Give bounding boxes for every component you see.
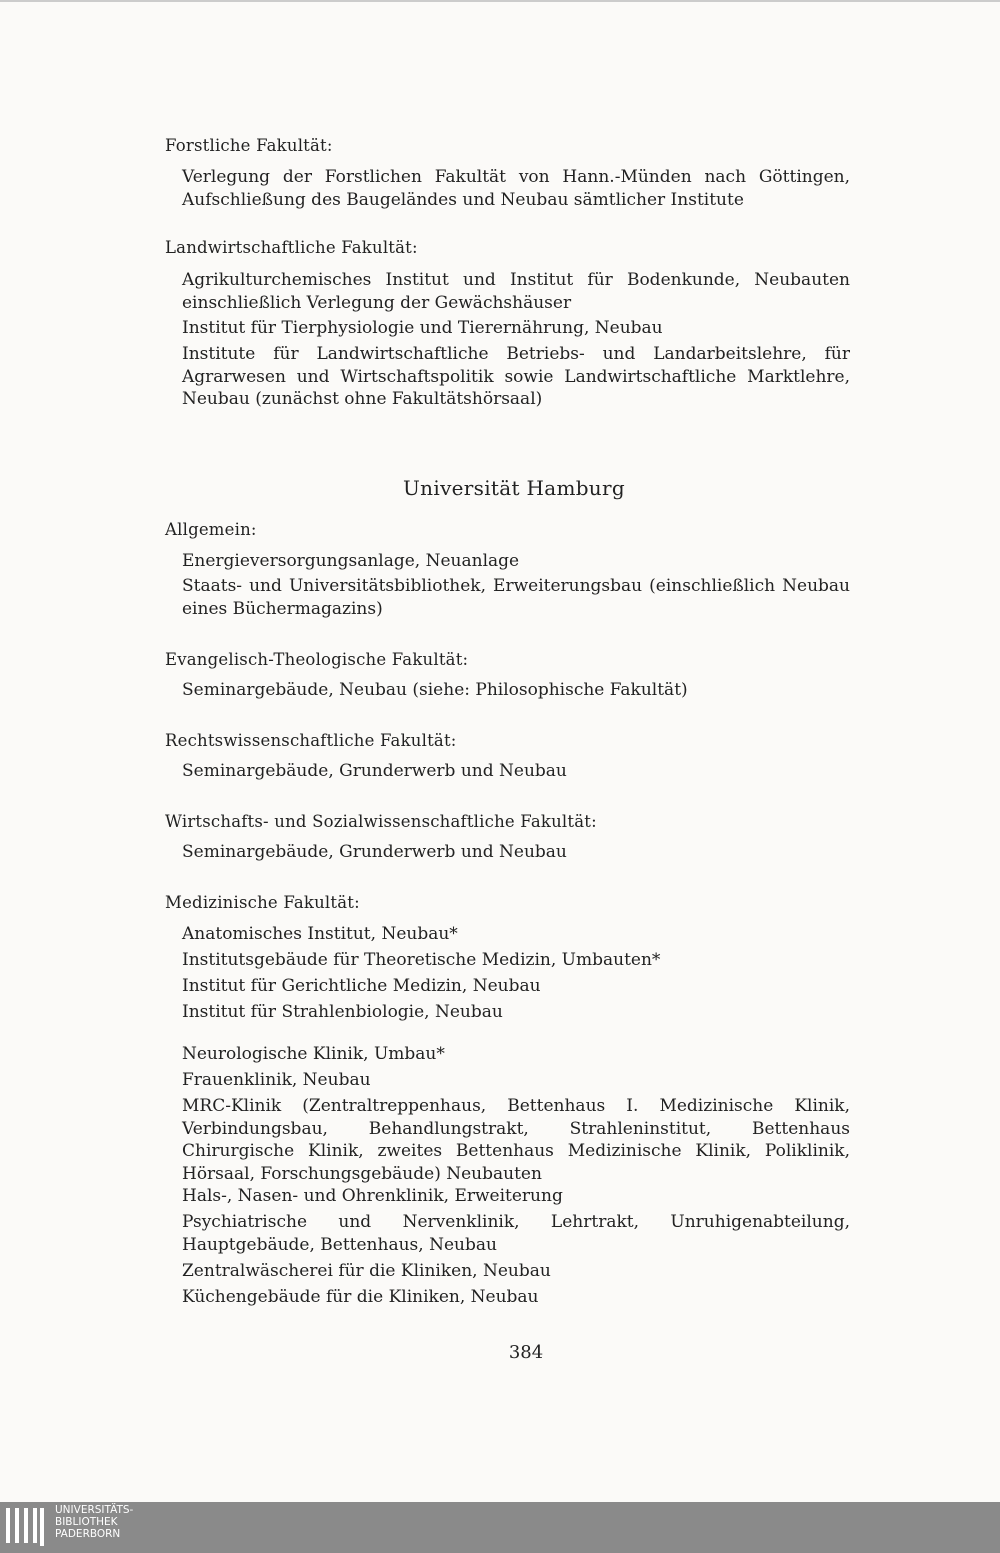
entry-med-waescherei: Zentralwäscherei für die Kliniken, Neubau: [182, 1261, 551, 1281]
section-heading-rechts: Rechtswissenschaftliche Fakultät:: [165, 731, 457, 750]
library-name-line1: UNIVERSITÄTS-: [55, 1504, 134, 1516]
university-title: Universität Hamburg: [403, 476, 625, 500]
section-heading-evangelisch: Evangelisch-Theologische Fakultät:: [165, 650, 469, 669]
entry-landw-tierphysiologie: Institut für Tierphysiologie und Tierernährung, Neubau: [182, 318, 663, 338]
entry-med-strahlenbiologie: Institut für Strahlenbiologie, Neubau: [182, 1002, 503, 1022]
entry-med-hno: Hals-, Nasen- und Ohrenklinik, Erweiterung: [182, 1186, 563, 1206]
page-edge: [0, 0, 1000, 2]
entry-allg-energie: Energieversorgungsanlage, Neuanlage: [182, 551, 520, 571]
entry-landw-agrikultur: Agrikulturchemisches Institut und Institut für Bodenkunde, Neubauten einschließlich Verlegung der Gewächshäuser: [182, 270, 850, 313]
page-number: 384: [508, 1342, 544, 1363]
section-heading-landwirtschaftliche: Landwirtschaftliche Fakultät:: [165, 238, 418, 257]
entry-landw-institute: Institute für Landwirtschaftliche Betriebs- und Landarbeitslehre, für Agrarwesen und Wirtschaftspolitik sowie Landwirtschaftliche Marktlehre, Neubau (zunächst ohne Fakultätshörsaal): [182, 344, 850, 409]
entry-wirt-seminar: Seminargebäude, Grunderwerb und Neubau: [182, 842, 567, 862]
entry-med-theoretisch: Institutsgebäude für Theoretische Medizin, Umbauten*: [182, 950, 661, 970]
library-name-line2: BIBLIOTHEK: [55, 1516, 118, 1528]
entry-med-neurologie: Neurologische Klinik, Umbau*: [182, 1044, 445, 1064]
section-heading-allgemein: Allgemein:: [165, 520, 257, 539]
entry-med-anatomie: Anatomisches Institut, Neubau*: [182, 924, 458, 944]
entry-med-psychiatrie: Psychiatrische und Nervenklinik, Lehrtrakt, Unruhigenabteilung, Hauptgebäude, Bettenhaus, Neubau: [182, 1212, 850, 1255]
library-logo-icon: [6, 1505, 46, 1550]
entry-evang-seminar: Seminargebäude, Neubau (siehe: Philosophische Fakultät): [182, 680, 688, 700]
library-name: [55, 1504, 133, 1540]
section-heading-wirtschafts: Wirtschafts- und Sozialwissenschaftliche Fakultät:: [165, 812, 597, 831]
entry-recht-seminar: Seminargebäude, Grunderwerb und Neubau: [182, 761, 567, 781]
entry-med-frauenklinik: Frauenklinik, Neubau: [182, 1070, 371, 1090]
entry-med-mrc-klinik: MRC-Klinik (Zentraltreppenhaus, Bettenhaus I. Medizinische Klinik, Verbindungsbau, Behandlungstrakt, Strahleninstitut, Bettenhaus Chirurgische Klinik, zweites Bettenhaus Medizinische Klinik, Poliklinik, Hörsaal, Forschungsgebäude) Neubauten: [182, 1096, 850, 1184]
section-heading-medizinische: Medizinische Fakultät:: [165, 893, 360, 912]
section-heading-forstliche: Forstliche Fakultät:: [165, 136, 333, 155]
library-footer: [0, 1502, 1000, 1553]
library-name-line3: PADERBORN: [55, 1528, 121, 1540]
entry-med-kueche: Küchengebäude für die Kliniken, Neubau: [182, 1287, 539, 1307]
entry-forst-verlegung: Verlegung der Forstlichen Fakultät von Hann.-Münden nach Göttingen, Aufschließung des Baugeländes und Neubau sämtlicher Institute: [182, 167, 850, 210]
entry-allg-bibliothek: Staats- und Universitätsbibliothek, Erweiterungsbau (einschließlich Neubau eines Büchermagazins): [182, 576, 850, 619]
entry-med-gerichtlich: Institut für Gerichtliche Medizin, Neubau: [182, 976, 541, 996]
